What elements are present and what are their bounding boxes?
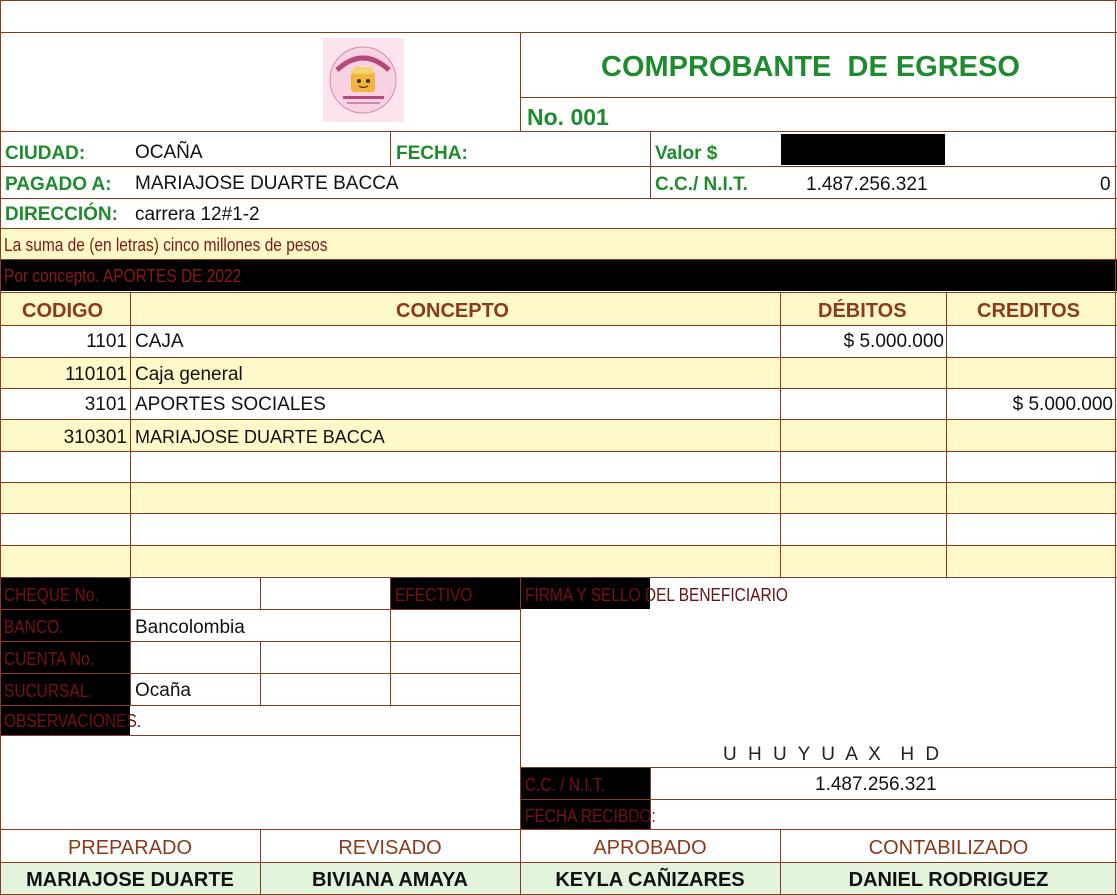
name-aprobado: KEYLA CAÑIZARES <box>555 869 745 891</box>
fecha-label: FECHA: <box>396 143 468 164</box>
observaciones-label-b: NES. <box>104 711 142 731</box>
cc-value: 1.487.256.321 <box>806 174 928 195</box>
concepto-text: Por concepto. APORTES DE 2022 <box>4 266 242 286</box>
banco-value: Bancolombia <box>135 617 245 638</box>
valor-label: Valor $ <box>655 143 718 164</box>
col-header-concepto: CONCEPTO <box>396 300 509 322</box>
fecha-recibido-b: DO: <box>628 806 656 826</box>
cell-concepto: MARIAJOSE DUARTE BACCA <box>135 427 385 447</box>
ciudad-value: OCAÑA <box>135 142 203 163</box>
name-preparado: MARIAJOSE DUARTE <box>26 869 234 891</box>
sucursal-value: Ocaña <box>135 680 191 701</box>
direccion-label: DIRECCIÓN: <box>5 204 118 225</box>
table-row <box>0 358 1117 388</box>
pagado-value: MARIAJOSE DUARTE BACCA <box>135 173 399 194</box>
table-row <box>0 483 1117 513</box>
beneficiary-cc-value: 1.487.256.321 <box>815 774 937 795</box>
col-header-creditos: CREDITOS <box>977 300 1080 322</box>
firma-label-a: FIRMA Y SELL <box>525 585 629 605</box>
company-logo <box>323 38 404 122</box>
table-row <box>0 546 1117 577</box>
efectivo-label: EFECTIVO <box>395 585 473 605</box>
table-row <box>0 420 1117 451</box>
role-revisado: REVISADO <box>338 837 442 859</box>
name-contabilizado: DANIEL RODRIGUEZ <box>848 869 1049 891</box>
cell-codigo: 310301 <box>63 427 127 448</box>
cell-codigo: 110101 <box>65 364 127 385</box>
col-header-debitos: DÉBITOS <box>818 300 907 322</box>
fecha-recibido-label <box>525 807 656 825</box>
cell-concepto: CAJA <box>135 331 184 352</box>
cell-concepto: APORTES SOCIALES <box>135 394 326 415</box>
beneficiary-cc-label: C.C. / N.I.T. <box>525 775 605 795</box>
cell-codigo: 1101 <box>86 331 127 352</box>
ciudad-label: CIUDAD: <box>5 143 86 164</box>
table-row <box>0 452 1117 482</box>
cell-concepto: Caja general <box>135 364 243 385</box>
table-row <box>0 514 1117 545</box>
pagado-label: PAGADO A: <box>5 174 112 195</box>
table-header-bg <box>0 293 1117 325</box>
observaciones-label <box>4 712 141 730</box>
cheque-label: CHEQUE No. <box>4 585 99 605</box>
table-row <box>0 389 1117 419</box>
document-title: COMPROBANTE DE EGRESO <box>601 51 1020 83</box>
firma-label-b: O DEL BENEFICIARIO <box>628 585 788 605</box>
cell-debito: $ 5.000.000 <box>843 331 944 352</box>
col-header-codigo: CODIGO <box>22 300 104 322</box>
fecha-recibido-a: FECHA RECIB <box>525 806 629 826</box>
role-contabilizado: CONTABILIZADO <box>868 837 1029 859</box>
firma-label <box>525 586 788 604</box>
cuenta-label: CUENTA No. <box>4 649 95 669</box>
role-aprobado: APROBADO <box>593 837 707 859</box>
banco-label: BANCO. <box>4 617 64 637</box>
table-row <box>0 326 1117 357</box>
valor-redacted <box>781 134 945 165</box>
cell-codigo: 3101 <box>84 394 127 415</box>
sucursal-label: SUCURSAL. <box>4 681 93 701</box>
role-preparado: PREPARADO <box>67 837 193 859</box>
suma-text: La suma de (en letras) cinco millones de pesos <box>4 235 328 255</box>
cell-credito: $ 5.000.000 <box>1012 394 1113 415</box>
beneficiary-signature: U H U Y U A X H D <box>723 744 943 765</box>
direccion-value: carrera 12#1-2 <box>135 204 260 225</box>
cc-label: C.C./ N.I.T. <box>655 174 748 195</box>
observaciones-label-a: OBSERVACIO <box>4 711 105 731</box>
document-number: No. 001 <box>527 104 609 130</box>
name-revisado: BIVIANA AMAYA <box>312 869 468 891</box>
cc-extra: 0 <box>1100 174 1111 195</box>
